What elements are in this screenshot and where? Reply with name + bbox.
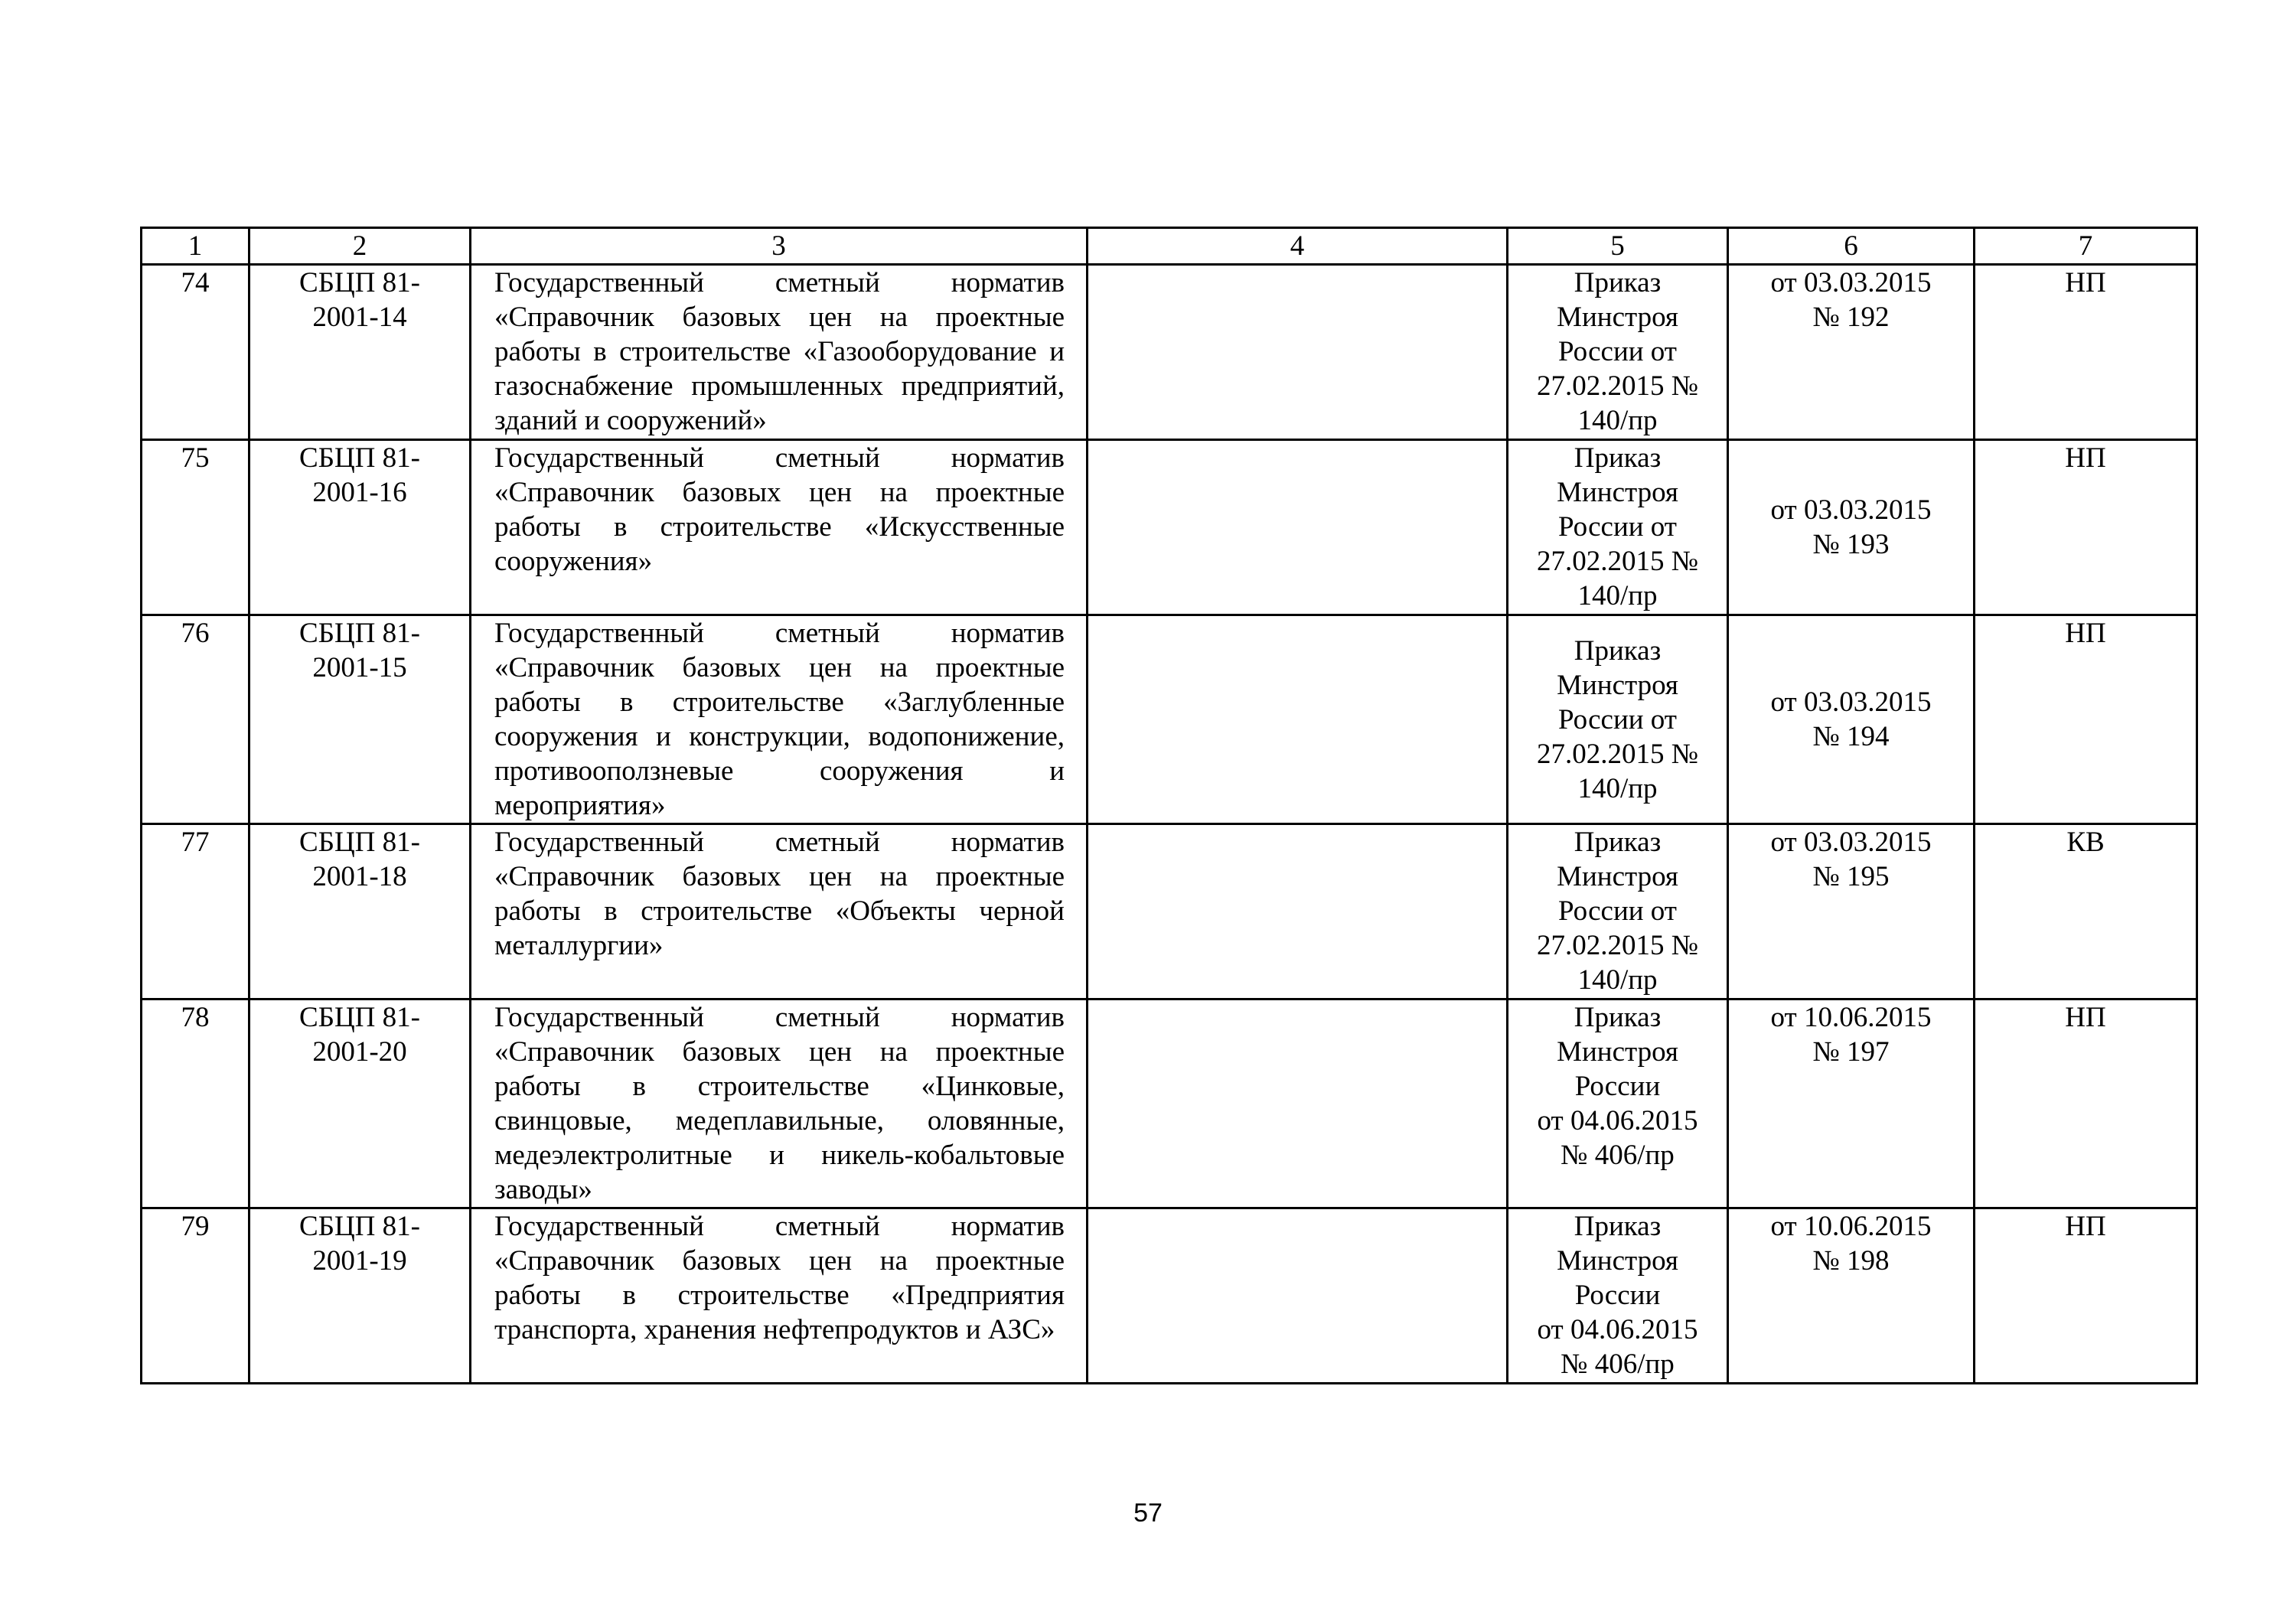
table-row [142,265,2197,440]
registration: от 10.06.2015 № 197 [1728,1000,1975,1208]
page-number: 57 [1133,1498,1163,1528]
header-cell: 1 [142,228,249,265]
approval-order: Приказ Минстроя России от 27.02.2015 № 140/пр [1508,824,1728,1000]
table-row [142,1208,2197,1384]
column-4-cell [1088,440,1508,615]
approval-order: Приказ Минстроя России от 04.06.2015 № 406/пр [1508,1000,1728,1208]
norm-title: Государственный сметный норматив «Справочник базовых цен на проектные работы в строительстве «Газооборудование и газоснабжение промышленных предприятий, зданий и сооружений» [471,265,1088,440]
norm-code: СБЦП 81- 2001-15 [249,615,471,824]
table-row [142,440,2197,615]
norm-code: СБЦП 81- 2001-18 [249,824,471,1000]
norm-title: Государственный сметный норматив «Справочник базовых цен на проектные работы в строительстве «Объекты черной металлургии» [471,824,1088,1000]
row-number: 77 [142,824,249,1000]
column-4-cell [1088,1000,1508,1208]
norm-code: СБЦП 81- 2001-14 [249,265,471,440]
approval-order: Приказ Минстроя России от 27.02.2015 № 140/пр [1508,265,1728,440]
approval-order: Приказ Минстроя России от 27.02.2015 № 140/пр [1508,615,1728,824]
status: НП [1975,440,2197,615]
row-number: 76 [142,615,249,824]
header-cell: 6 [1728,228,1975,265]
norm-title: Государственный сметный норматив «Справочник базовых цен на проектные работы в строительстве «Цинковые, свинцовые, медеплавильные, оловянные, медеэлектролитные и никель-кобальтовые заводы» [471,1000,1088,1208]
norm-title: Государственный сметный норматив «Справочник базовых цен на проектные работы в строительстве «Предприятия транспорта, хранения нефтепродуктов и АЗС» [471,1208,1088,1384]
row-number: 78 [142,1000,249,1208]
column-4-cell [1088,1208,1508,1384]
norm-title: Государственный сметный норматив «Справочник базовых цен на проектные работы в строительстве «Искусственные сооружения» [471,440,1088,615]
row-number: 79 [142,1208,249,1384]
header-cell: 7 [1975,228,2197,265]
header-cell: 4 [1088,228,1508,265]
header-cell: 3 [471,228,1088,265]
registration: от 10.06.2015 № 198 [1728,1208,1975,1384]
norm-code: СБЦП 81- 2001-19 [249,1208,471,1384]
norm-code: СБЦП 81- 2001-16 [249,440,471,615]
status: НП [1975,1208,2197,1384]
column-4-cell [1088,615,1508,824]
column-4-cell [1088,824,1508,1000]
header-cell: 5 [1508,228,1728,265]
approval-order: Приказ Минстроя России от 04.06.2015 № 406/пр [1508,1208,1728,1384]
registration: от 03.03.2015 № 193 [1728,440,1975,615]
norm-code: СБЦП 81- 2001-20 [249,1000,471,1208]
status: НП [1975,265,2197,440]
registration: от 03.03.2015 № 192 [1728,265,1975,440]
table-row [142,824,2197,1000]
registry-table [140,227,2198,1384]
column-4-cell [1088,265,1508,440]
table-row [142,1000,2197,1208]
row-number: 75 [142,440,249,615]
status: КВ [1975,824,2197,1000]
table-row [142,615,2197,824]
registration: от 03.03.2015 № 194 [1728,615,1975,824]
row-number: 74 [142,265,249,440]
header-row [142,228,2197,265]
status: НП [1975,1000,2197,1208]
norm-title: Государственный сметный норматив «Справочник базовых цен на проектные работы в строительстве «Заглубленные сооружения и конструкции, водопонижение, противооползневые сооружения и мероприятия» [471,615,1088,824]
approval-order: Приказ Минстроя России от 27.02.2015 № 140/пр [1508,440,1728,615]
status: НП [1975,615,2197,824]
registration: от 03.03.2015 № 195 [1728,824,1975,1000]
header-cell: 2 [249,228,471,265]
